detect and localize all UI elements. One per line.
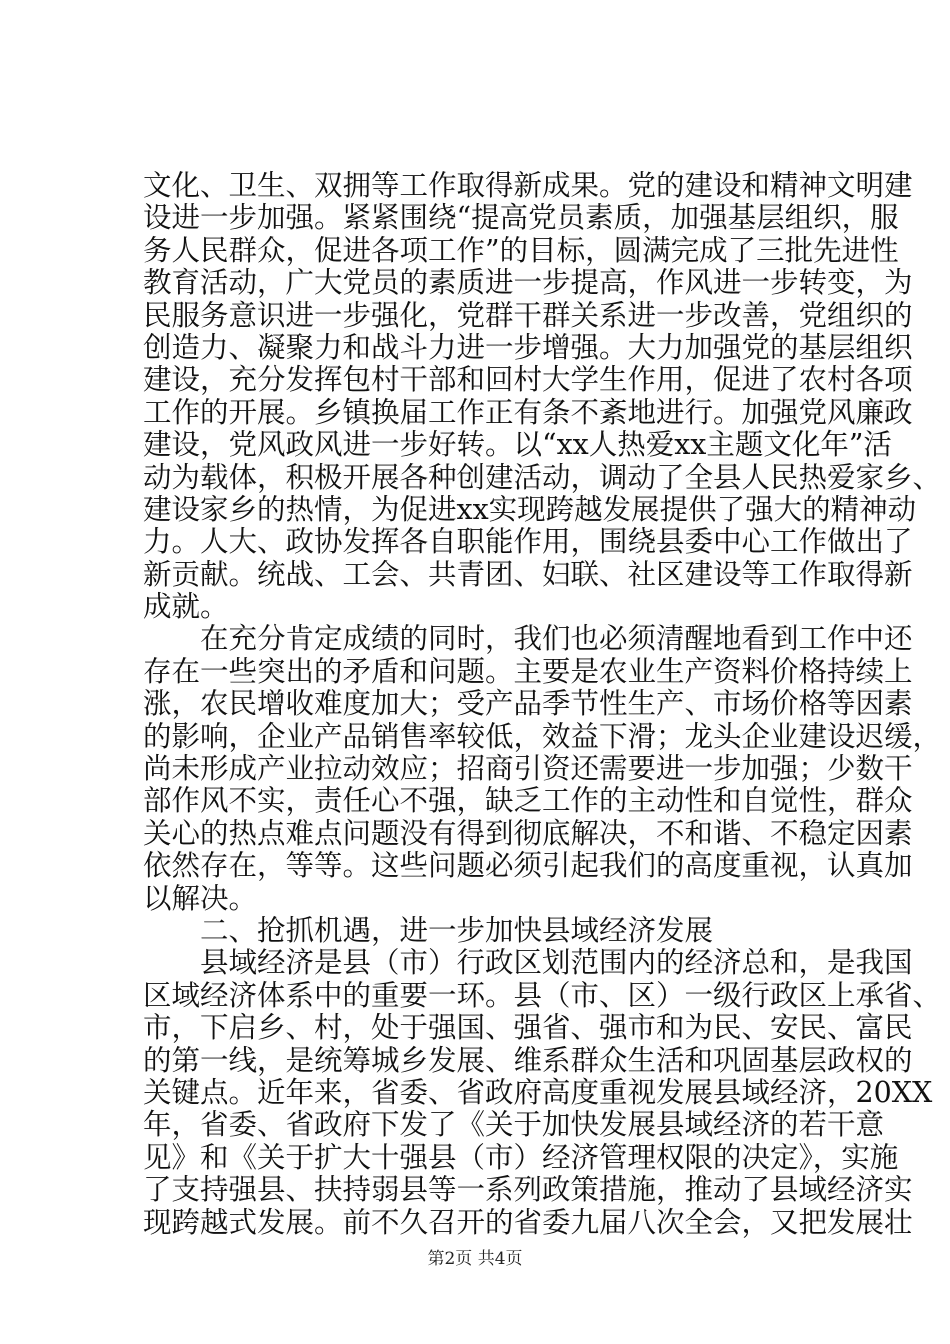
text-line: 的影响，企业产品销售率较低，效益下滑；龙头企业建设迟缓， <box>143 719 942 753</box>
text-line: 设进一步加强。紧紧围绕“提高党员素质，加强基层组织，服 <box>143 201 899 235</box>
text-line: 工作的开展。乡镇换届工作正有条不紊地进行。加强党风廉政 <box>143 395 913 429</box>
text-line: 新贡献。统战、工会、共青团、妇联、社区建设等工作取得新 <box>143 557 913 591</box>
text-line: 关键点。近年来，省委、省政府高度重视发展县域经济，20XX <box>143 1075 933 1109</box>
paragraph-achievements <box>143 169 942 624</box>
text-line: 区域经济体系中的重要一环。县（市、区）一级行政区上承省、 <box>143 978 942 1012</box>
text-line: 动为载体，积极开展各种创建活动，调动了全县人民热爱家乡、 <box>143 460 942 494</box>
text-line: 现跨越式发展。前不久召开的省委九届八次全会，又把发展壮 <box>143 1205 913 1239</box>
text-line: 涨，农民增收难度加大；受产品季节性生产、市场价格等因素 <box>143 687 913 721</box>
text-line: 的第一线，是统筹城乡发展、维系群众生活和巩固基层政权的 <box>143 1043 913 1077</box>
text-line: 市，下启乡、村，处于强国、强省、强市和为民、安民、富民 <box>143 1011 913 1045</box>
paragraph-problems <box>143 622 942 915</box>
text-line: 依然存在，等等。这些问题必须引起我们的高度重视，认真加 <box>143 849 913 883</box>
text-line: 见》和《关于扩大十强县（市）经济管理权限的决定》，实施 <box>143 1140 899 1174</box>
text-line: 民服务意识进一步强化，党群干群关系进一步改善，党组织的 <box>143 298 913 332</box>
text-line: 务人民群众，促进各项工作”的目标，圆满完成了三批先进性 <box>143 233 899 267</box>
text-line: 建设，充分发挥包村干部和回村大学生作用，促进了农村各项 <box>143 363 913 397</box>
text-line: 创造力、凝聚力和战斗力进一步增强。大力加强党的基层组织 <box>143 330 913 364</box>
text-line: 在充分肯定成绩的同时，我们也必须清醒地看到工作中还 <box>200 622 913 656</box>
text-line: 成就。 <box>143 590 229 624</box>
text-line: 建设，党风政风进一步好转。以“xx人热爱xx主题文化年”活 <box>143 428 892 462</box>
text-line: 以解决。 <box>143 881 258 915</box>
text-line: 尚未形成产业拉动效应；招商引资还需要进一步加强；少数干 <box>143 752 913 786</box>
text-line: 县域经济是县（市）行政区划范围内的经济总和，是我国 <box>200 946 913 980</box>
text-line: 部作风不实，责任心不强，缺乏工作的主动性和自觉性，群众 <box>143 784 913 818</box>
text-line: 文化、卫生、双拥等工作取得新成果。党的建设和精神文明建 <box>143 169 913 202</box>
paragraph-county-economy <box>143 946 942 1239</box>
document-body <box>143 169 942 1239</box>
text-line: 力。人大、政协发挥各自职能作用，围绕县委中心工作做出了 <box>143 525 913 559</box>
text-line: 存在一些突出的矛盾和问题。主要是农业生产资料价格持续上 <box>143 654 913 688</box>
text-line: 年，省委、省政府下发了《关于加快发展县域经济的若干意 <box>143 1108 885 1142</box>
page-number-footer: 第2页 共4页 <box>427 1249 523 1269</box>
text-line: 建设家乡的热情，为促进xx实现跨越发展提供了强大的精神动 <box>143 492 917 526</box>
section-heading <box>143 915 831 947</box>
text-line: 教育活动，广大党员的素质进一步提高，作风进一步转变，为 <box>143 266 913 300</box>
text-line: 了支持强县、扶持弱县等一系列政策措施，推动了县域经济实 <box>143 1173 913 1207</box>
section-heading-text: 二、抢抓机遇，进一步加快县域经济发展 <box>200 913 714 947</box>
text-line: 关心的热点难点问题没有得到彻底解决，不和谐、不稳定因素 <box>143 816 913 850</box>
